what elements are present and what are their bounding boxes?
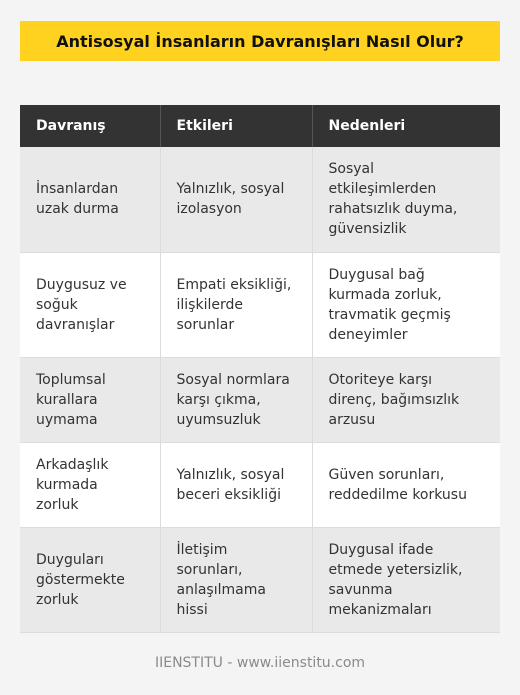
cell-effects: Empati eksikliği, ilişkilerde sorunlar (160, 252, 312, 357)
cell-causes: Güven sorunları, reddedilme korkusu (312, 442, 500, 527)
cell-causes: Duygusal ifade etmede yetersizlik, savunma mekanizmaları (312, 527, 500, 632)
behavior-table (20, 105, 500, 633)
header-causes: Nedenleri (328, 118, 406, 134)
table-row (20, 442, 500, 527)
cell-behavior: Arkadaşlık kurmada zorluk (20, 442, 160, 527)
cell-causes: Otoriteye karşı direnç, bağımsızlık arzusu (312, 357, 500, 442)
cell-causes: Duygusal bağ kurmada zorluk, travmatik geçmiş deneyimler (312, 252, 500, 357)
header-behavior: Davranış (20, 105, 160, 147)
page-title: Antisosyal İnsanların Davranışları Nasıl Olur? (56, 31, 464, 51)
cell-effects: Yalnızlık, sosyal beceri eksikliği (160, 442, 312, 527)
table-row (20, 527, 500, 632)
cell-behavior: Duyguları göstermekte zorluk (20, 527, 160, 632)
cell-behavior: İnsanlardan uzak durma (20, 147, 160, 252)
table-row (20, 147, 500, 252)
header-effects: Etkileri (160, 105, 312, 147)
cell-effects: Sosyal normlara karşı çıkma, uyumsuzluk (160, 357, 312, 442)
title-banner (20, 21, 500, 61)
cell-behavior: Toplumsal kurallara uymama (20, 357, 160, 442)
table-row (20, 252, 500, 357)
cell-effects: Yalnızlık, sosyal izolasyon (160, 147, 312, 252)
table-row (20, 357, 500, 442)
table-header-row (20, 105, 500, 147)
footer-credit: IIENSTITU - www.iienstitu.com (154, 655, 366, 671)
cell-effects: İletişim sorunları, anlaşılmama hissi (160, 527, 312, 632)
cell-behavior: Duygusuz ve soğuk davranışlar (20, 252, 160, 357)
cell-causes: Sosyal etkileşimlerden rahatsızlık duyma, güvensizlik (312, 147, 500, 252)
